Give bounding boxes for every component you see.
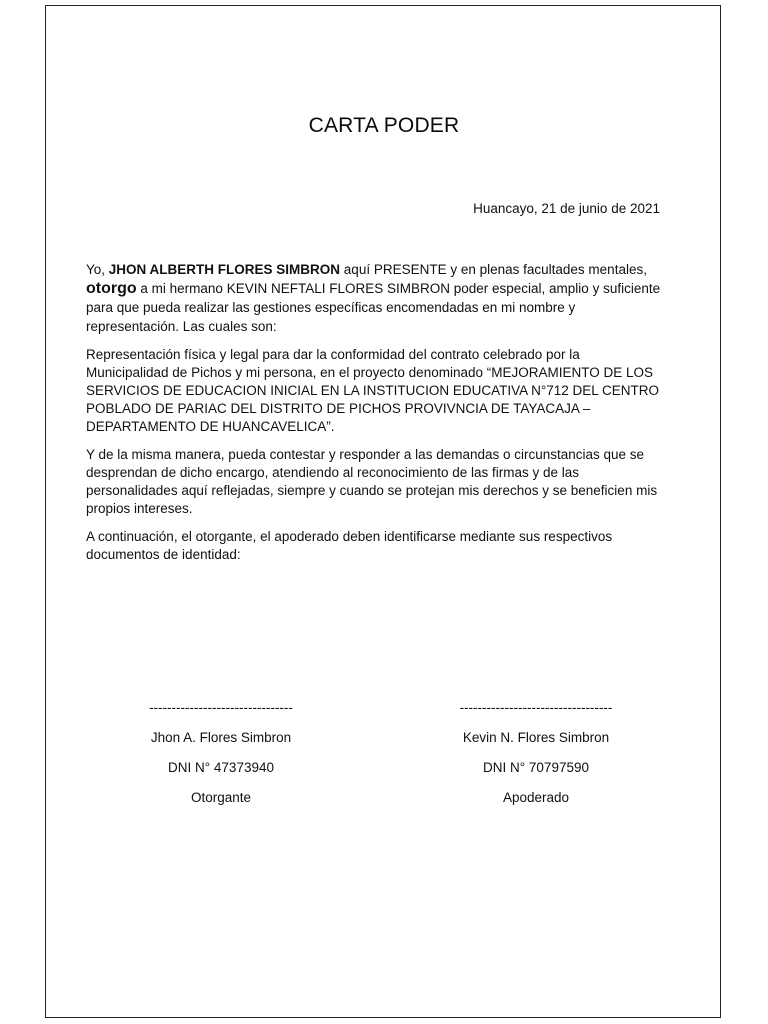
grant-verb: otorgo xyxy=(86,280,137,297)
signature-block-grantor xyxy=(136,698,306,808)
paragraph-grant-prefix: Yo, xyxy=(86,262,109,277)
paragraph-grant-text-a: aquí PRESENTE y en plenas facultades mentales, xyxy=(340,262,647,277)
grantor-name: JHON ALBERTH FLORES SIMBRON xyxy=(108,262,341,277)
paragraph-representation: Representación física y legal para dar la conformidad del contrato celebrado por la Municipalidad de Pichos y mi persona, en el proyecto denominado “MEJORAMIENTO DE LOS SERVICIOS DE EDUCACION INICIAL EN LA INSTITUCION EDUCATIVA N°712 DEL CENTRO POBLADO DE PARIAC DEL DISTRITO DE PICHOS PROVIVNCIA DE TAYACAJA – DEPARTAMENTO DE HUANCAVELICA”. xyxy=(86,347,660,434)
signer-role: Apoderado xyxy=(502,790,570,805)
signature-block-attorney xyxy=(446,698,626,808)
paragraph-responses: Y de la misma manera, pueda contestar y responder a las demandas o circunstancias que se desprendan de dicho encargo, atendiendo al reconocimiento de las firmas y de las personalidades aquí reflejadas, siempre y cuando se protejan mis derechos y se beneficien mis propios intereses. xyxy=(86,447,658,516)
paragraph-grant xyxy=(86,260,666,336)
signer-dni: DNI N° 47373940 xyxy=(168,760,274,775)
signer-name: Kevin N. Flores Simbron xyxy=(462,730,610,745)
document-title: CARTA PODER xyxy=(308,114,460,137)
signer-role: Otorgante xyxy=(190,790,252,805)
signature-line: ---------------------------------- xyxy=(459,700,613,715)
paragraph-grant-text-b: a mi hermano KEVIN NEFTALI FLORES SIMBRON poder especial, amplio y suficiente para que pueda realizar las gestiones específicas encomendadas en mi nombre y representación. Las cuales son: xyxy=(86,281,661,334)
signature-line: -------------------------------- xyxy=(149,700,293,715)
signer-dni: DNI N° 70797590 xyxy=(483,760,589,775)
paragraph-identification: A continuación, el otorgante, el apoderado deben identificarse mediante sus respectivos documentos de identidad: xyxy=(86,529,613,562)
document-page xyxy=(45,5,721,1018)
date-line: Huancayo, 21 de junio de 2021 xyxy=(473,201,660,216)
signer-name: Jhon A. Flores Simbron xyxy=(150,730,292,745)
document-body xyxy=(86,260,666,574)
